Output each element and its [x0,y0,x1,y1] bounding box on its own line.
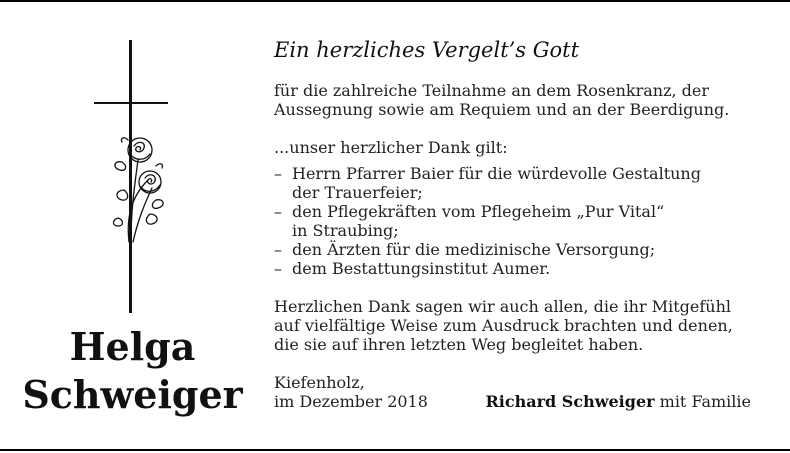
text-line: den Pflegekräften vom Pflegeheim „Pur Vital“ [292,202,665,221]
list-item [274,202,754,240]
date: im Dezember 2018 [274,392,428,411]
left-column [0,2,265,453]
text-line: in Straubing; [292,221,399,240]
thanks-intro: ...unser herzlicher Dank gilt: [274,138,508,157]
dash: – [274,164,282,183]
deceased-first-name: Helga [69,324,196,369]
list-item [274,259,754,278]
text-line: auf vielfältige Weise zum Ausdruck brachten und denen, [274,316,733,335]
cross-bar [94,102,168,104]
heading: Ein herzliches Vergelt’s Gott [274,38,580,62]
text-line: dem Bestattungsinstitut Aumer. [292,259,551,278]
place-date [274,373,428,411]
place: Kiefenholz, [274,373,365,392]
list-item [274,240,754,259]
text-line: für die zahlreiche Teilnahme an dem Rosenkranz, der [274,81,710,100]
signature-suffix: mit Familie [659,392,751,411]
text-line: die sie auf ihren letzten Weg begleitet haben. [274,335,644,354]
intro-paragraph [274,81,750,119]
list-item [274,164,754,202]
text-line: Aussegnung sowie am Requiem und an der Beerdigung. [274,100,730,119]
text-line: Herzlichen Dank sagen wir auch allen, die ihr Mitgefühl [274,297,731,316]
dash: – [274,202,282,221]
roses-icon [104,130,170,248]
deceased-last-name: Schweiger [22,372,243,417]
text-line: den Ärzten für die medizinische Versorgung; [292,240,656,259]
dash: – [274,240,282,259]
closing-paragraph [274,297,750,354]
signature [485,392,751,411]
signature-name: Richard Schweiger [485,392,655,411]
dash: – [274,259,282,278]
text-line: der Trauerfeier; [292,183,423,202]
text-line: Herrn Pfarrer Baier für die würdevolle Gestaltung [292,164,701,183]
thanks-list [274,164,754,278]
